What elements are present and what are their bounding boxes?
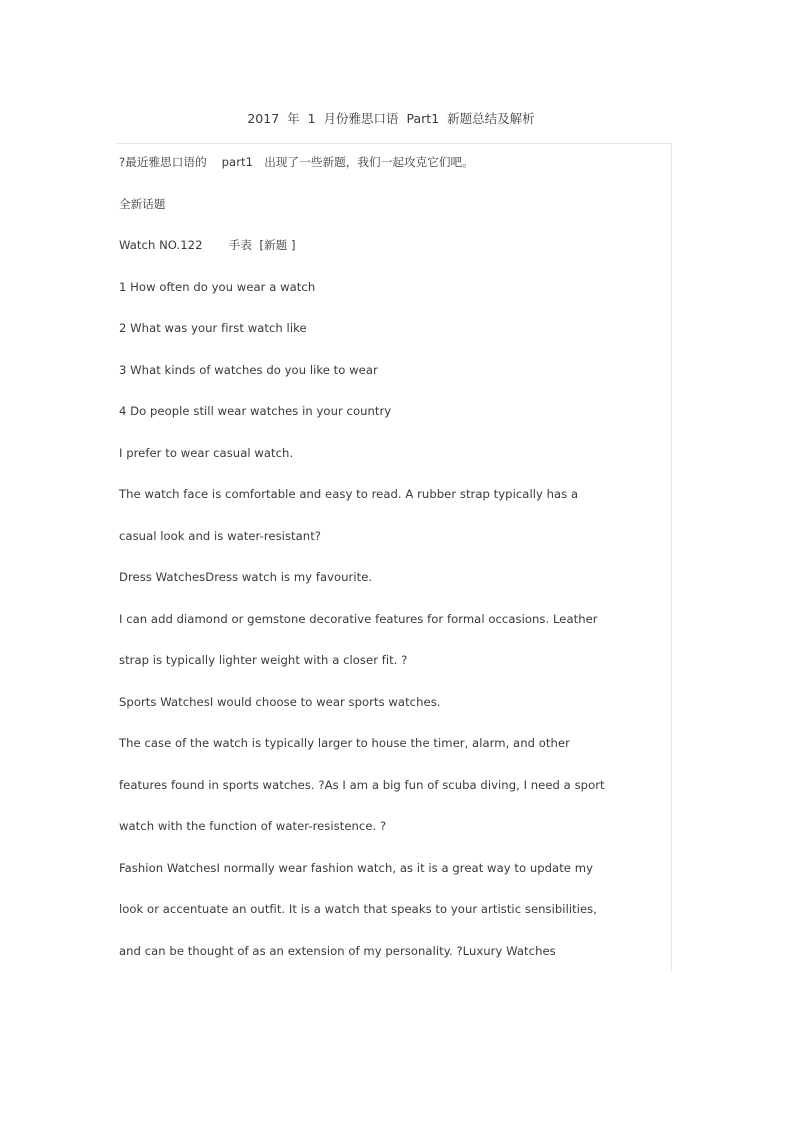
answer-line: look or accentuate an outfit. It is a watch that speaks to your artistic sensibilities,: [119, 902, 597, 916]
section-heading: 全新话题: [119, 196, 166, 211]
answer-line: features found in sports watches. ?As I am a big fun of scuba diving, I need a sport: [119, 777, 605, 792]
answer-line: Sports WatchesI would choose to wear sports watches.: [119, 694, 441, 709]
question-1: 1 How often do you wear a watch: [119, 279, 316, 294]
answer-line: watch with the function of water-resistence. ?: [119, 819, 387, 833]
topic-heading: Watch NO.122 手表 [新题 ]: [119, 238, 296, 252]
question-3: 3 What kinds of watches do you like to wear: [119, 362, 378, 377]
answer-line: I prefer to wear casual watch.: [119, 445, 294, 460]
page-title: 2017 年 1 月份雅思口语 Part1 新题总结及解析: [247, 111, 535, 126]
answer-line: casual look and is water-resistant?: [119, 528, 321, 543]
answer-line: I can add diamond or gemstone decorative features for formal occasions. Leather: [119, 611, 598, 626]
answer-line: and can be thought of as an extension of my personality. ?Luxury Watches: [119, 943, 556, 958]
answer-line: The case of the watch is typically larger to house the timer, alarm, and other: [119, 736, 570, 750]
question-2: 2 What was your first watch like: [119, 321, 307, 335]
question-4: 4 Do people still wear watches in your country: [119, 404, 392, 418]
answer-line: Dress WatchesDress watch is my favourite.: [119, 570, 373, 584]
answer-line: The watch face is comfortable and easy to read. A rubber strap typically has a: [119, 487, 579, 501]
answer-line: Fashion WatchesI normally wear fashion watch, as it is a great way to update my: [119, 860, 593, 875]
answer-line: strap is typically lighter weight with a closer fit. ?: [119, 653, 408, 667]
intro-line: ?最近雅思口语的 part1 出现了一些新题，我们一起攻克它们吧。: [119, 155, 474, 169]
document-body: [119, 152, 605, 982]
